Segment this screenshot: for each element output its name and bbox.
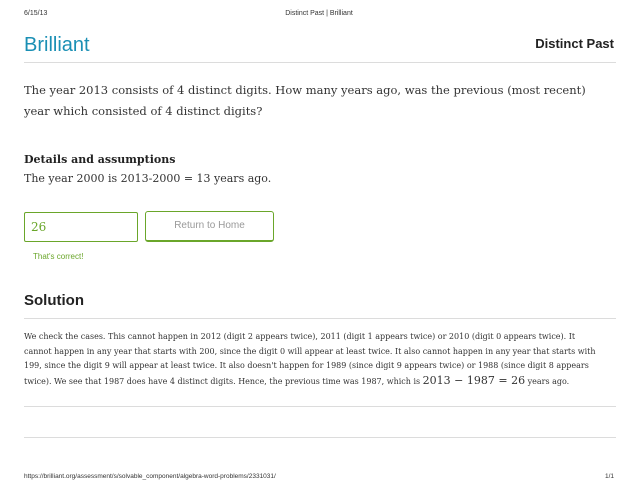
solution-text xyxy=(24,330,604,389)
details-heading: Details and assumptions xyxy=(24,153,176,166)
page-title: Distinct Past xyxy=(535,36,614,51)
solution-heading: Solution xyxy=(24,292,84,309)
footer-divider xyxy=(24,437,616,438)
brilliant-logo[interactable]: Brilliant xyxy=(24,34,90,56)
print-footer-url: https://brilliant.org/assessment/s/solvable_component/algebra-word-problems/2331031/ xyxy=(24,473,276,480)
solution-divider xyxy=(24,318,616,319)
answer-feedback: That's correct! xyxy=(33,252,84,261)
print-date: 6/15/13 xyxy=(24,10,48,17)
section-divider xyxy=(24,406,616,407)
answer-input[interactable] xyxy=(24,212,138,242)
details-text: The year 2000 is 2013-2000 = 13 years ago. xyxy=(24,172,272,185)
solution-body: We check the cases. This cannot happen in 2012 (digit 2 appears twice), 2011 (digit 1 appears twice) or 2010 (digit 0 appears twice). It cannot happen in any year that starts with 200, since the digit 0 will appear at least twice. It also cannot happen in any year that starts with 199, since the digit 9 will appear at least twice. It also doesn't happen for 1989 (since digit 9 appears twice) or 1988 (since digit 8 appears twice). We see that 1987 does have 4 distinct digits. Hence, the previous time was 1987, which is xyxy=(24,332,596,386)
problem-question: The year 2013 consists of 4 distinct digits. How many years ago, was the previous (most recent) year which consisted of 4 distinct digits? xyxy=(24,83,586,118)
print-title: Distinct Past | Brilliant xyxy=(285,10,353,17)
solution-end: years ago. xyxy=(525,376,570,386)
solution-math: 2013 − 1987 = 26 xyxy=(422,373,526,387)
header-divider xyxy=(24,62,616,63)
return-home-button[interactable]: Return to Home xyxy=(145,211,274,242)
print-page-number: 1/1 xyxy=(604,473,614,480)
